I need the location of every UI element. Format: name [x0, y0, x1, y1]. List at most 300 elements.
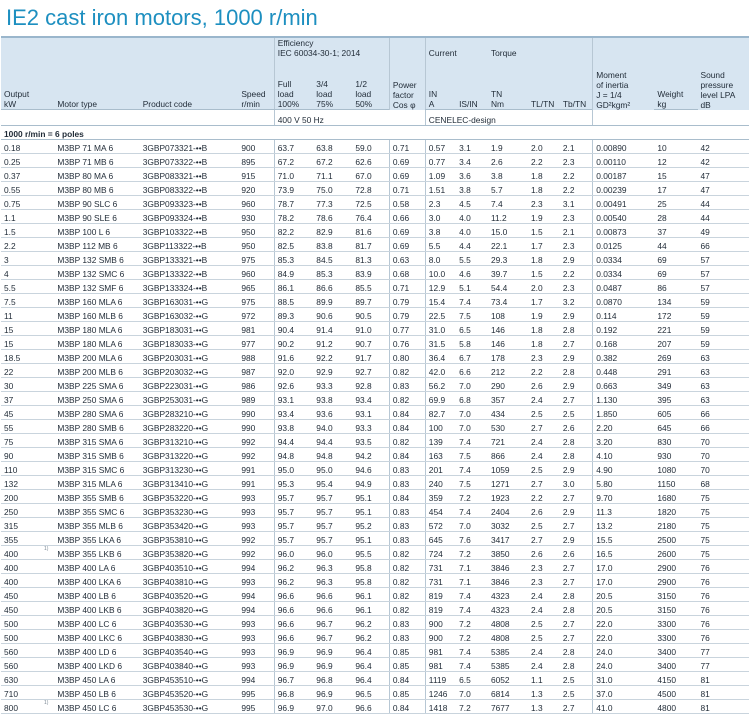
table-cell: 76.4: [352, 210, 389, 224]
table-cell: 2.3: [528, 350, 560, 364]
table-cell: 31.0: [593, 672, 655, 686]
table-cell: 95.0: [313, 462, 352, 476]
table-cell: 9.70: [593, 490, 655, 504]
footnote-marker: [38, 518, 54, 532]
table-cell: 0.82: [389, 434, 425, 448]
table-cell: 94.4: [274, 434, 313, 448]
table-cell: 59: [698, 336, 749, 350]
table-cell: 1.5: [1, 224, 38, 238]
table-cell: 981: [238, 322, 274, 336]
table-cell: 78.2: [274, 210, 313, 224]
table-cell: 57: [698, 280, 749, 294]
table-cell: 4.6: [456, 266, 488, 280]
table-row: [1, 616, 749, 630]
table-cell: 96.9: [274, 644, 313, 658]
table-cell: 89.3: [274, 308, 313, 322]
table-cell: M3BP 400 LKD 6: [54, 658, 139, 672]
table-cell: 95.1: [352, 532, 389, 546]
table-cell: 3GBP203031-••G: [140, 350, 239, 364]
table-cell: 960: [238, 266, 274, 280]
table-cell: 3GBP163032-••G: [140, 308, 239, 322]
table-cell: 67.2: [274, 154, 313, 168]
table-cell: 1.8: [528, 168, 560, 182]
table-cell: 2.1: [560, 140, 593, 154]
table-cell: 0.69: [389, 238, 425, 252]
table-cell: 1271: [488, 476, 528, 490]
table-cell: 94.8: [274, 448, 313, 462]
table-cell: 991: [238, 462, 274, 476]
table-cell: 96.2: [352, 630, 389, 644]
table-cell: 6.5: [456, 322, 488, 336]
table-cell: 434: [488, 406, 528, 420]
footnote-marker: [38, 252, 54, 266]
table-cell: 44: [698, 210, 749, 224]
table-cell: 0.83: [389, 462, 425, 476]
table-cell: 3400: [654, 644, 697, 658]
table-cell: 2.7: [528, 532, 560, 546]
table-cell: 2.3: [560, 154, 593, 168]
table-cell: 950: [238, 238, 274, 252]
table-cell: 2.7: [560, 700, 593, 714]
table-cell: 0.83: [389, 630, 425, 644]
table-row: [1, 392, 749, 406]
table-cell: 72.5: [352, 196, 389, 210]
table-cell: 63: [698, 378, 749, 392]
table-cell: 146: [488, 322, 528, 336]
table-cell: 55: [1, 420, 38, 434]
table-cell: 2.6: [560, 546, 593, 560]
table-cell: 75.0: [313, 182, 352, 196]
table-cell: 94.6: [352, 462, 389, 476]
table-row: [1, 308, 749, 322]
table-cell: 96.1: [352, 588, 389, 602]
table-cell: 95.1: [352, 490, 389, 504]
footnote-marker: [38, 168, 54, 182]
table-cell: 100: [425, 420, 456, 434]
table-cell: 1.09: [425, 168, 456, 182]
table-cell: 830: [654, 434, 697, 448]
table-cell: M3BP 160 MLB 6: [54, 308, 139, 322]
output-header: Output kW: [1, 79, 54, 110]
table-cell: 0.663: [593, 378, 655, 392]
table-cell: 2.4: [528, 588, 560, 602]
table-cell: 95.7: [274, 490, 313, 504]
table-cell: 6.8: [456, 392, 488, 406]
table-cell: 4: [1, 266, 38, 280]
table-cell: 3GBP353420-••G: [140, 518, 239, 532]
table-row: [1, 518, 749, 532]
table-cell: 960: [238, 196, 274, 210]
table-cell: 2.7: [560, 490, 593, 504]
section-label: 1000 r/min = 6 poles: [1, 126, 749, 140]
table-cell: 22.5: [425, 308, 456, 322]
table-cell: 7.1: [456, 560, 488, 574]
table-cell: 132: [1, 476, 38, 490]
table-cell: 0.0870: [593, 294, 655, 308]
table-cell: 96.9: [313, 658, 352, 672]
table-cell: 4150: [654, 672, 697, 686]
table-cell: 86.6: [313, 280, 352, 294]
table-cell: 0.192: [593, 322, 655, 336]
table-cell: 7.2: [456, 630, 488, 644]
footnote-marker: 1): [38, 700, 54, 714]
table-cell: 3.8: [425, 224, 456, 238]
table-cell: 42: [698, 140, 749, 154]
table-cell: 0.0334: [593, 252, 655, 266]
table-cell: M3BP 225 SMA 6: [54, 378, 139, 392]
table-cell: 11.3: [593, 504, 655, 518]
footnote-marker: [38, 322, 54, 336]
table-cell: 3GBP403510-••G: [140, 560, 239, 574]
table-cell: 3GBP403810-••G: [140, 574, 239, 588]
table-cell: 45: [1, 406, 38, 420]
table-cell: 16.5: [593, 546, 655, 560]
table-cell: 15: [654, 168, 697, 182]
table-cell: 1.1: [528, 672, 560, 686]
table-row: [1, 378, 749, 392]
table-cell: 97.0: [313, 700, 352, 714]
table-cell: 4808: [488, 630, 528, 644]
table-row: [1, 350, 749, 364]
table-cell: 3GBP353820-••G: [140, 546, 239, 560]
table-cell: 3GBP453520-••G: [140, 686, 239, 700]
table-cell: 59: [698, 308, 749, 322]
table-cell: M3BP 200 MLA 6: [54, 350, 139, 364]
table-cell: 76: [698, 602, 749, 616]
table-cell: 993: [238, 518, 274, 532]
table-cell: 0.00540: [593, 210, 655, 224]
table-cell: 3GBP133321-••B: [140, 252, 239, 266]
table-cell: 6.7: [456, 350, 488, 364]
table-cell: 95.4: [313, 476, 352, 490]
table-cell: 15.0: [488, 224, 528, 238]
footnote-marker: [38, 266, 54, 280]
table-cell: 62.6: [352, 154, 389, 168]
table-cell: 44: [654, 238, 697, 252]
table-cell: 6.6: [456, 364, 488, 378]
footnote-marker: [38, 420, 54, 434]
table-cell: 31.5: [425, 336, 456, 350]
table-cell: 83.9: [352, 266, 389, 280]
table-cell: M3BP 80 MA 6: [54, 168, 139, 182]
table-cell: 731: [425, 574, 456, 588]
table-cell: 96.6: [313, 588, 352, 602]
table-cell: 67.0: [352, 168, 389, 182]
table-cell: 3846: [488, 574, 528, 588]
table-cell: 0.71: [389, 140, 425, 154]
table-cell: 3GBP073321-••B: [140, 140, 239, 154]
table-cell: 31.0: [425, 322, 456, 336]
table-cell: 75: [698, 546, 749, 560]
table-cell: 950: [238, 224, 274, 238]
table-cell: 29.3: [488, 252, 528, 266]
load-75-header: 3/4 load 75%: [313, 79, 352, 110]
table-cell: 357: [488, 392, 528, 406]
table-cell: 108: [488, 308, 528, 322]
table-cell: 90.5: [352, 308, 389, 322]
table-cell: 0.00491: [593, 196, 655, 210]
table-cell: 721: [488, 434, 528, 448]
table-cell: 988: [238, 350, 274, 364]
table-cell: 2.5: [560, 406, 593, 420]
table-row: [1, 644, 749, 658]
table-cell: 630: [1, 672, 38, 686]
table-cell: 66: [698, 406, 749, 420]
table-cell: 3.4: [456, 154, 488, 168]
table-cell: 2.4: [528, 392, 560, 406]
table-row: [1, 280, 749, 294]
efficiency-group-header: Efficiency IEC 60034-30-1; 2014: [274, 37, 389, 58]
table-cell: 77: [698, 658, 749, 672]
table-cell: 56.2: [425, 378, 456, 392]
table-cell: 70: [698, 462, 749, 476]
table-cell: 2.6: [528, 546, 560, 560]
table-cell: 1.5: [528, 266, 560, 280]
table-cell: 76: [698, 630, 749, 644]
table-cell: 0.82: [389, 560, 425, 574]
table-cell: 89.7: [352, 294, 389, 308]
footnote-marker: [38, 644, 54, 658]
table-cell: 0.0125: [593, 238, 655, 252]
page-title: IE2 cast iron motors, 1000 r/min: [6, 5, 318, 30]
table-cell: 0.80: [389, 350, 425, 364]
table-cell: 0.75: [1, 196, 38, 210]
table-cell: 0.168: [593, 336, 655, 350]
table-row: [1, 434, 749, 448]
table-cell: 291: [654, 364, 697, 378]
table-cell: 96.2: [274, 560, 313, 574]
table-cell: 7.4: [488, 196, 528, 210]
table-cell: 731: [425, 560, 456, 574]
table-cell: 44: [698, 196, 749, 210]
tn-nm-header: TN Nm: [488, 79, 528, 110]
table-cell: M3BP 400 LC 6: [54, 616, 139, 630]
table-cell: 3850: [488, 546, 528, 560]
table-cell: 96.2: [274, 574, 313, 588]
table-cell: 0.63: [389, 252, 425, 266]
table-cell: 81.3: [352, 252, 389, 266]
table-cell: 3GBP203032-••G: [140, 364, 239, 378]
table-cell: 18.5: [1, 350, 38, 364]
table-cell: 3GBP353230-••G: [140, 504, 239, 518]
table-cell: 3GBP403820-••G: [140, 602, 239, 616]
table-cell: 82.9: [313, 224, 352, 238]
footnote-marker: [38, 294, 54, 308]
table-cell: 4.90: [593, 462, 655, 476]
table-cell: 3GBP253031-••G: [140, 392, 239, 406]
table-cell: 96.4: [352, 658, 389, 672]
table-cell: 7.1: [456, 574, 488, 588]
table-cell: 96.3: [313, 560, 352, 574]
table-cell: 95.7: [274, 518, 313, 532]
table-cell: 96.2: [352, 616, 389, 630]
table-cell: 7.0: [456, 406, 488, 420]
table-cell: 2.8: [560, 434, 593, 448]
table-cell: 0.66: [389, 210, 425, 224]
table-cell: 2.3: [425, 196, 456, 210]
table-cell: 11.2: [488, 210, 528, 224]
table-cell: 993: [238, 574, 274, 588]
footnote-marker: [38, 196, 54, 210]
tl-tn-header: TL/TN: [528, 79, 560, 110]
table-cell: 0.448: [593, 364, 655, 378]
table-cell: 1.3: [528, 700, 560, 714]
table-cell: 0.69: [389, 168, 425, 182]
table-cell: M3BP 355 LKB 6: [54, 546, 139, 560]
footnote-marker: [38, 630, 54, 644]
table-cell: 500: [1, 616, 38, 630]
table-cell: 7.6: [456, 532, 488, 546]
table-cell: 2.7: [560, 560, 593, 574]
table-cell: 2.3: [528, 560, 560, 574]
table-cell: 3150: [654, 588, 697, 602]
table-cell: 94.4: [313, 434, 352, 448]
table-cell: 0.82: [389, 574, 425, 588]
footnote-marker: [38, 154, 54, 168]
table-cell: 70: [698, 434, 749, 448]
table-cell: 3032: [488, 518, 528, 532]
table-cell: 95.7: [313, 490, 352, 504]
table-cell: 1150: [654, 476, 697, 490]
table-row: [1, 182, 749, 196]
footnote-marker: [38, 560, 54, 574]
table-cell: 91.6: [274, 350, 313, 364]
table-cell: 3GBP283220-••G: [140, 420, 239, 434]
table-cell: 1.8: [528, 322, 560, 336]
table-cell: 7.0: [456, 518, 488, 532]
table-cell: 7.4: [456, 588, 488, 602]
table-cell: 3: [1, 252, 38, 266]
table-cell: 13.2: [593, 518, 655, 532]
cenelec-label: CENELEC-design: [425, 110, 592, 126]
table-cell: 3GBP403830-••G: [140, 630, 239, 644]
table-cell: 3GBP163031-••G: [140, 294, 239, 308]
table-cell: 2.5: [560, 686, 593, 700]
table-cell: 59: [698, 322, 749, 336]
table-cell: 1246: [425, 686, 456, 700]
table-cell: 400: [1, 546, 38, 560]
table-cell: 3GBP093323-••B: [140, 196, 239, 210]
table-cell: 2.8: [560, 448, 593, 462]
table-cell: 95.7: [313, 518, 352, 532]
table-cell: 3GBP403540-••G: [140, 644, 239, 658]
table-cell: 724: [425, 546, 456, 560]
table-cell: 75: [698, 504, 749, 518]
table-cell: 0.71: [389, 182, 425, 196]
table-cell: 4808: [488, 616, 528, 630]
table-cell: 1.1: [1, 210, 38, 224]
table-cell: 3.0: [560, 476, 593, 490]
table-row: [1, 420, 749, 434]
table-cell: 96.7: [313, 630, 352, 644]
table-cell: 3.2: [560, 294, 593, 308]
table-cell: 96.9: [313, 644, 352, 658]
table-cell: 17.0: [593, 560, 655, 574]
footnote-marker: [38, 672, 54, 686]
table-cell: 5.5: [425, 238, 456, 252]
table-cell: 95.8: [352, 574, 389, 588]
table-cell: 10: [654, 140, 697, 154]
table-cell: M3BP 355 SMB 6: [54, 490, 139, 504]
table-cell: 3GBP183031-••G: [140, 322, 239, 336]
table-cell: 560: [1, 644, 38, 658]
table-cell: 36.4: [425, 350, 456, 364]
footnote-marker: [38, 392, 54, 406]
footnote-marker: [38, 574, 54, 588]
table-cell: 1080: [654, 462, 697, 476]
footnote-marker: [38, 686, 54, 700]
table-cell: 95.7: [274, 504, 313, 518]
table-cell: 2.2: [528, 154, 560, 168]
table-cell: 3GBP083322-••B: [140, 182, 239, 196]
table-cell: 5385: [488, 658, 528, 672]
table-cell: 90.4: [274, 322, 313, 336]
table-cell: 69: [654, 266, 697, 280]
table-cell: 989: [238, 392, 274, 406]
table-cell: 93.1: [352, 406, 389, 420]
footnote-marker: [38, 490, 54, 504]
table-cell: 995: [238, 700, 274, 714]
table-cell: 24.0: [593, 658, 655, 672]
table-cell: 81.7: [352, 238, 389, 252]
table-cell: 1.3: [528, 686, 560, 700]
table-cell: 95.0: [274, 462, 313, 476]
table-row: [1, 658, 749, 672]
table-cell: 3GBP313210-••G: [140, 434, 239, 448]
table-cell: 172: [654, 308, 697, 322]
table-cell: 1059: [488, 462, 528, 476]
table-cell: 2900: [654, 574, 697, 588]
table-cell: 7.0: [456, 420, 488, 434]
table-cell: 7.0: [456, 378, 488, 392]
table-cell: 39.7: [488, 266, 528, 280]
table-cell: 4.5: [456, 196, 488, 210]
weight-header: Weight kg: [654, 79, 697, 110]
table-cell: 0.85: [389, 658, 425, 672]
table-row: [1, 364, 749, 378]
table-cell: 3.1: [456, 140, 488, 154]
table-row: [1, 154, 749, 168]
table-cell: 2.4: [528, 602, 560, 616]
table-cell: 994: [238, 560, 274, 574]
table-row: [1, 546, 749, 560]
table-cell: 1820: [654, 504, 697, 518]
table-cell: 57: [698, 252, 749, 266]
table-cell: 572: [425, 518, 456, 532]
table-cell: 96.8: [274, 686, 313, 700]
table-cell: 200: [1, 490, 38, 504]
table-cell: 96.4: [352, 644, 389, 658]
table-cell: 73.9: [274, 182, 313, 196]
table-cell: 560: [1, 658, 38, 672]
table-cell: M3BP 400 LB 6: [54, 588, 139, 602]
table-cell: 37: [1, 392, 38, 406]
table-cell: 75: [698, 518, 749, 532]
table-cell: 981: [425, 658, 456, 672]
table-cell: 201: [425, 462, 456, 476]
table-cell: 7.4: [456, 504, 488, 518]
table-cell: 2.20: [593, 420, 655, 434]
table-cell: 54.4: [488, 280, 528, 294]
table-cell: M3BP 71 MA 6: [54, 140, 139, 154]
table-cell: 0.0487: [593, 280, 655, 294]
table-cell: 7.5: [456, 476, 488, 490]
table-cell: 59: [698, 294, 749, 308]
table-cell: 90.6: [313, 308, 352, 322]
table-cell: 37: [654, 224, 697, 238]
table-cell: 2.9: [560, 378, 593, 392]
table-cell: 3GBP133324-••B: [140, 280, 239, 294]
